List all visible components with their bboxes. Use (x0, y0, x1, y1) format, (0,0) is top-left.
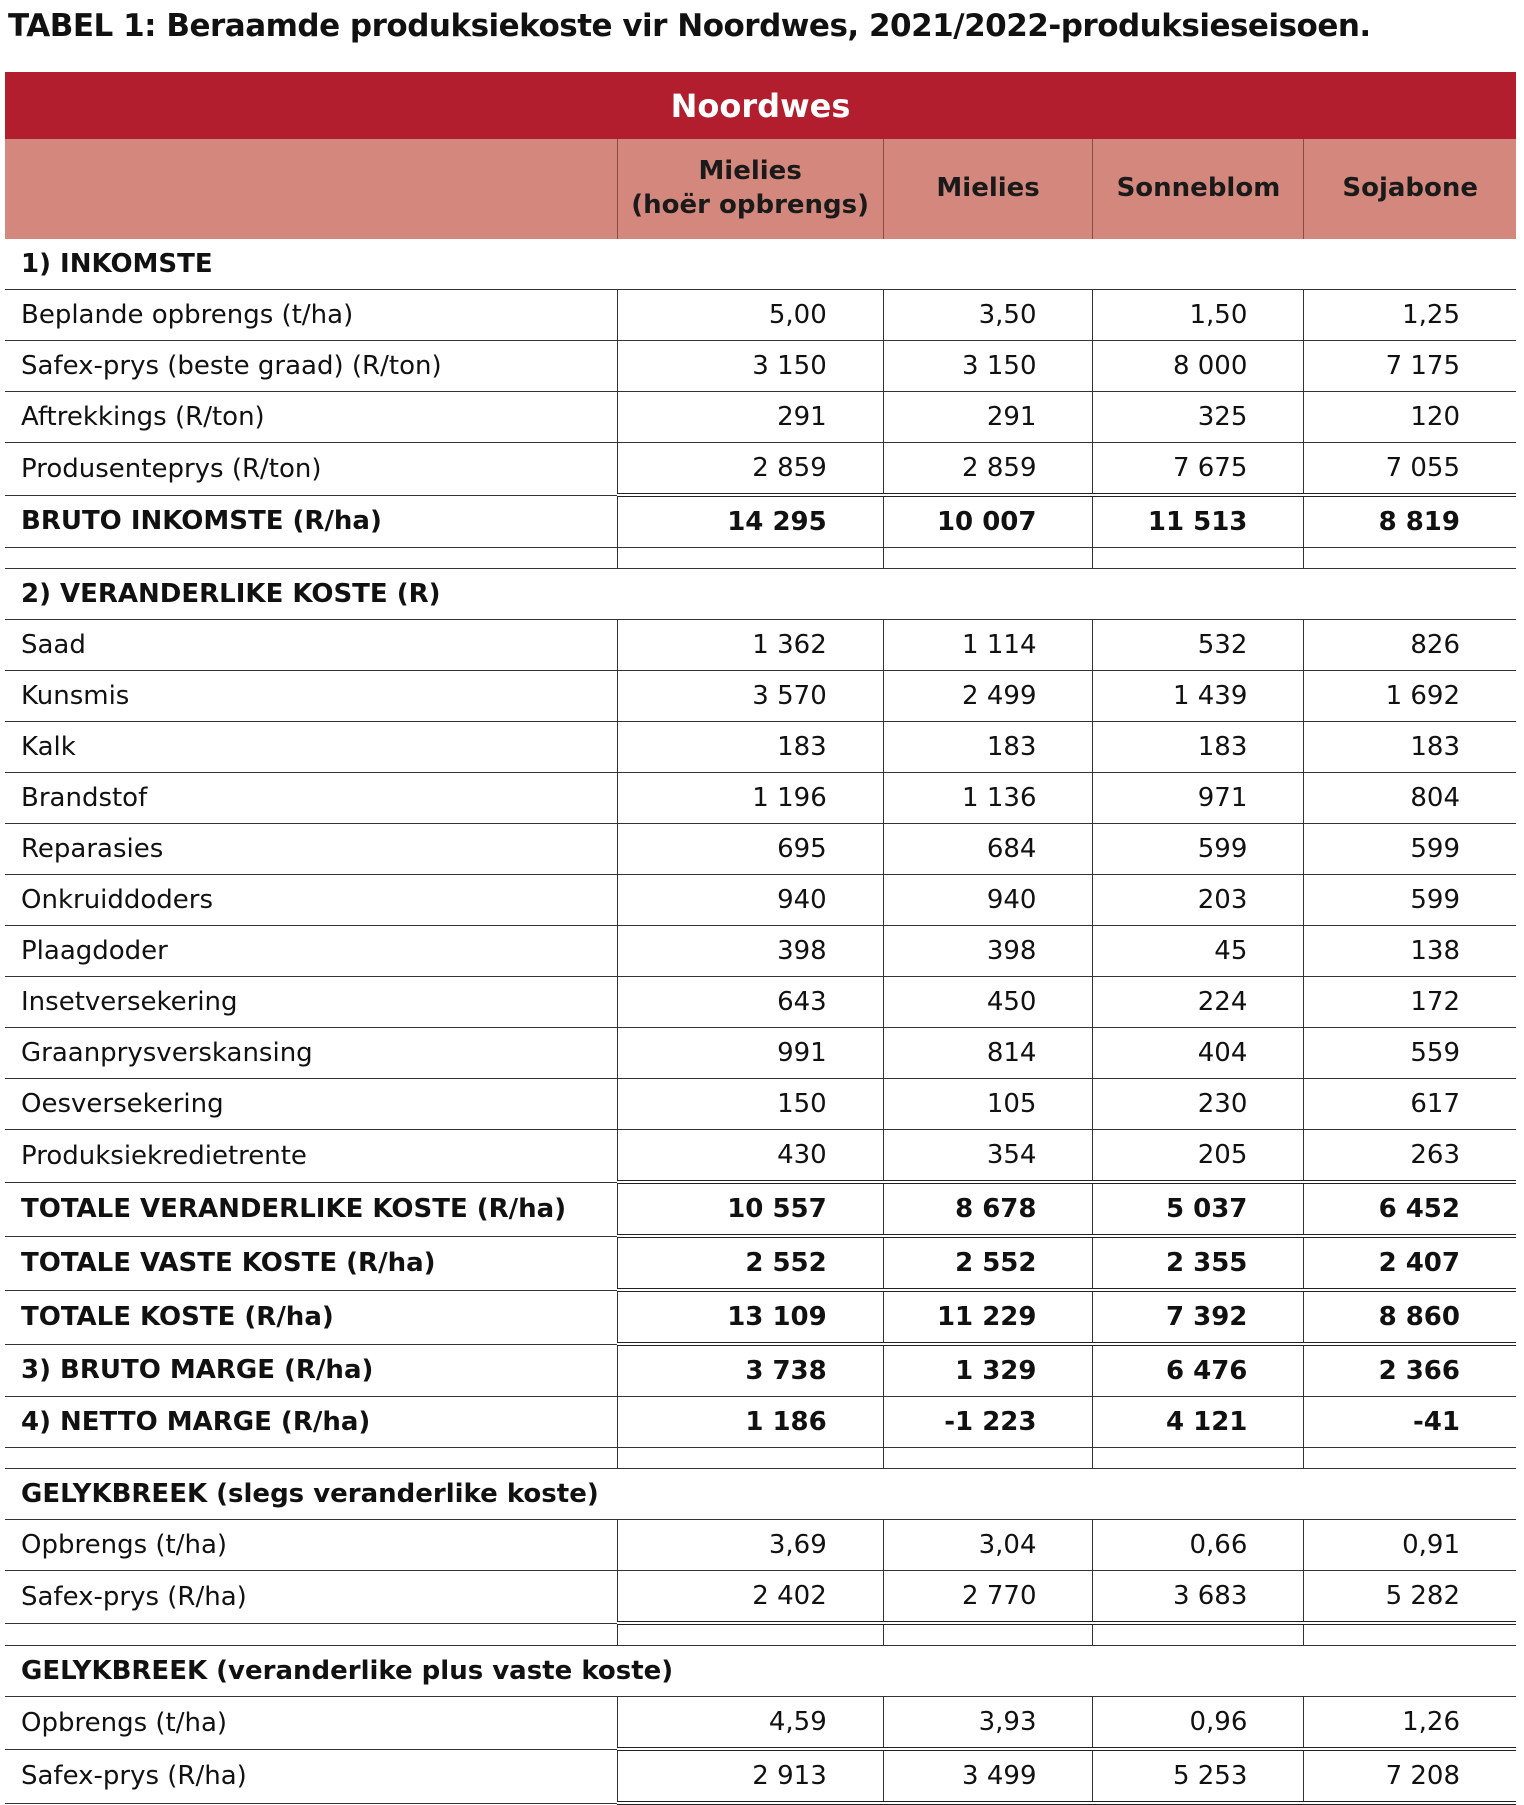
cell-value: 450 (883, 977, 1093, 1028)
cell-value: 2 402 (617, 1571, 883, 1624)
cell-value: 2 499 (883, 671, 1093, 722)
cell-value: 105 (883, 1079, 1093, 1130)
table-row (5, 824, 1516, 875)
row-label: Opbrengs (t/ha) (5, 1697, 617, 1750)
table-row (5, 926, 1516, 977)
cell-value: 11 513 (1093, 495, 1304, 548)
column-header-sojabone: Sojabone (1304, 139, 1516, 239)
cell-value: 2 552 (617, 1236, 883, 1290)
cell-value: 599 (1093, 824, 1304, 875)
total-row (5, 495, 1516, 548)
cell-value: 5,00 (617, 290, 883, 341)
cell-value: 1 329 (883, 1344, 1093, 1397)
cell-value: -1 223 (883, 1397, 1093, 1448)
cell-value: 205 (1093, 1130, 1304, 1183)
cell-value: 7 208 (1304, 1749, 1516, 1803)
cell-value: 430 (617, 1130, 883, 1183)
table-row (5, 773, 1516, 824)
cell-value: 2 355 (1093, 1236, 1304, 1290)
row-label: Produksiekredietrente (5, 1130, 617, 1183)
cell-value: 826 (1304, 620, 1516, 671)
cell-value: 3 150 (883, 341, 1093, 392)
row-label: 4) NETTO MARGE (R/ha) (5, 1397, 617, 1448)
cell-value: 1 362 (617, 620, 883, 671)
row-label: Oesversekering (5, 1079, 617, 1130)
cell-value: 291 (617, 392, 883, 443)
cell-value: 3 738 (617, 1344, 883, 1397)
cell-value: 5 282 (1304, 1571, 1516, 1624)
cell-value: 991 (617, 1028, 883, 1079)
row-label: Produsenteprys (R/ton) (5, 443, 617, 496)
table-row (5, 977, 1516, 1028)
cell-value: 224 (1093, 977, 1304, 1028)
cell-value: 404 (1093, 1028, 1304, 1079)
table-row (5, 722, 1516, 773)
cell-value: 0,96 (1093, 1697, 1304, 1750)
cell-value: 7 175 (1304, 341, 1516, 392)
table-row (5, 1571, 1516, 1624)
table-row (5, 671, 1516, 722)
cell-value: 804 (1304, 773, 1516, 824)
cell-value: 2 913 (617, 1749, 883, 1803)
cell-value: 1 692 (1304, 671, 1516, 722)
row-label: Brandstof (5, 773, 617, 824)
section-gelykbreek-vaste: GELYKBREEK (veranderlike plus vaste koste) (5, 1646, 1516, 1697)
cell-value: 354 (883, 1130, 1093, 1183)
table-row (5, 1520, 1516, 1571)
cell-value: 183 (883, 722, 1093, 773)
cell-value: 13 109 (617, 1290, 883, 1344)
cell-value: 10 007 (883, 495, 1093, 548)
cell-value: 3 150 (617, 341, 883, 392)
cell-value: 7 675 (1093, 443, 1304, 496)
cell-value: 120 (1304, 392, 1516, 443)
cell-value: 532 (1093, 620, 1304, 671)
cell-value: 940 (883, 875, 1093, 926)
production-cost-table (5, 72, 1516, 1805)
empty-header-cell (5, 139, 617, 239)
cell-value: 0,91 (1304, 1520, 1516, 1571)
row-label: BRUTO INKOMSTE (R/ha) (5, 495, 617, 548)
cell-value: 0,66 (1093, 1520, 1304, 1571)
cell-value: 11 229 (883, 1290, 1093, 1344)
table-row (5, 341, 1516, 392)
row-label: Graanprysverskansing (5, 1028, 617, 1079)
row-label: Insetversekering (5, 977, 617, 1028)
column-header-sonneblom: Sonneblom (1093, 139, 1304, 239)
row-label: Onkruiddoders (5, 875, 617, 926)
cell-value: 1 186 (617, 1397, 883, 1448)
cell-value: 150 (617, 1079, 883, 1130)
cell-value: 599 (1304, 875, 1516, 926)
cell-value: 643 (617, 977, 883, 1028)
cell-value: 183 (617, 722, 883, 773)
cell-value: 3,69 (617, 1520, 883, 1571)
table-row (5, 443, 1516, 496)
cell-value: 3,04 (883, 1520, 1093, 1571)
cell-value: 2 859 (883, 443, 1093, 496)
cell-value: 3,50 (883, 290, 1093, 341)
cell-value: 4,59 (617, 1697, 883, 1750)
cell-value: 1 196 (617, 773, 883, 824)
cell-value: 695 (617, 824, 883, 875)
cell-value: 8 819 (1304, 495, 1516, 548)
cell-value: 3,93 (883, 1697, 1093, 1750)
cell-value: 2 407 (1304, 1236, 1516, 1290)
cell-value: 2 552 (883, 1236, 1093, 1290)
row-label: Opbrengs (t/ha) (5, 1520, 617, 1571)
table-row (5, 1697, 1516, 1750)
cell-value: 940 (617, 875, 883, 926)
total-row (5, 1182, 1516, 1236)
cell-value: 5 037 (1093, 1182, 1304, 1236)
cell-value: 2 859 (617, 443, 883, 496)
row-label: Safex-prys (R/ha) (5, 1749, 617, 1803)
total-row (5, 1290, 1516, 1344)
column-header-mielies-hoer: Mielies (hoër opbrengs) (617, 139, 883, 239)
section-veranderlike-koste: 2) VERANDERLIKE KOSTE (R) (5, 569, 1516, 620)
row-label: 3) BRUTO MARGE (R/ha) (5, 1344, 617, 1397)
row-label: Reparasies (5, 824, 617, 875)
cell-value: 559 (1304, 1028, 1516, 1079)
table-caption: TABEL 1: Beraamde produksiekoste vir Noordwes, 2021/2022-produksieseisoen. (8, 8, 1371, 44)
cell-value: 8 000 (1093, 341, 1304, 392)
cell-value: 1,50 (1093, 290, 1304, 341)
cell-value: 8 678 (883, 1182, 1093, 1236)
section-gelykbreek-veranderlike: GELYKBREEK (slegs veranderlike koste) (5, 1469, 1516, 1520)
cell-value: 599 (1304, 824, 1516, 875)
cell-value: 1 136 (883, 773, 1093, 824)
section-inkomste: 1) INKOMSTE (5, 239, 1516, 290)
cell-value: 617 (1304, 1079, 1516, 1130)
cell-value: 2 366 (1304, 1344, 1516, 1397)
cell-value: 3 683 (1093, 1571, 1304, 1624)
cell-value: 814 (883, 1028, 1093, 1079)
table-row (5, 875, 1516, 926)
cell-value: 45 (1093, 926, 1304, 977)
table-row (5, 1079, 1516, 1130)
column-header-mielies: Mielies (883, 139, 1093, 239)
spacer-row (5, 1623, 1516, 1646)
row-label: Plaagdoder (5, 926, 617, 977)
spacer-row (5, 548, 1516, 569)
cell-value: 14 295 (617, 495, 883, 548)
total-row (5, 1397, 1516, 1448)
table-row (5, 392, 1516, 443)
cell-value: -41 (1304, 1397, 1516, 1448)
region-header: Noordwes (5, 72, 1516, 139)
cell-value: 10 557 (617, 1182, 883, 1236)
cell-value: 8 860 (1304, 1290, 1516, 1344)
cell-value: 1 439 (1093, 671, 1304, 722)
cell-value: 6 476 (1093, 1344, 1304, 1397)
cell-value: 1,25 (1304, 290, 1516, 341)
cell-value: 1,26 (1304, 1697, 1516, 1750)
row-label: Safex-prys (R/ha) (5, 1571, 617, 1624)
total-row (5, 1344, 1516, 1397)
table-row (5, 290, 1516, 341)
cell-value: 172 (1304, 977, 1516, 1028)
cell-value: 183 (1093, 722, 1304, 773)
row-label: Aftrekkings (R/ton) (5, 392, 617, 443)
cell-value: 1 114 (883, 620, 1093, 671)
cell-value: 6 452 (1304, 1182, 1516, 1236)
table-row (5, 1028, 1516, 1079)
cell-value: 684 (883, 824, 1093, 875)
row-label: Beplande opbrengs (t/ha) (5, 290, 617, 341)
cell-value: 3 570 (617, 671, 883, 722)
cell-value: 7 055 (1304, 443, 1516, 496)
cell-value: 138 (1304, 926, 1516, 977)
cell-value: 203 (1093, 875, 1304, 926)
cell-value: 971 (1093, 773, 1304, 824)
row-label: TOTALE VERANDERLIKE KOSTE (R/ha) (5, 1182, 617, 1236)
cell-value: 4 121 (1093, 1397, 1304, 1448)
table-row (5, 1130, 1516, 1183)
row-label: Kunsmis (5, 671, 617, 722)
cell-value: 3 499 (883, 1749, 1093, 1803)
row-label: TOTALE KOSTE (R/ha) (5, 1290, 617, 1344)
cell-value: 398 (617, 926, 883, 977)
spacer-row (5, 1448, 1516, 1469)
cell-value: 7 392 (1093, 1290, 1304, 1344)
row-label: Kalk (5, 722, 617, 773)
cell-value: 325 (1093, 392, 1304, 443)
cell-value: 263 (1304, 1130, 1516, 1183)
row-label: Safex-prys (beste graad) (R/ton) (5, 341, 617, 392)
total-row (5, 1236, 1516, 1290)
cell-value: 398 (883, 926, 1093, 977)
cell-value: 230 (1093, 1079, 1304, 1130)
cell-value: 2 770 (883, 1571, 1093, 1624)
table-row (5, 620, 1516, 671)
table-row (5, 1749, 1516, 1803)
row-label: Saad (5, 620, 617, 671)
cell-value: 291 (883, 392, 1093, 443)
row-label: TOTALE VASTE KOSTE (R/ha) (5, 1236, 617, 1290)
cell-value: 183 (1304, 722, 1516, 773)
cell-value: 5 253 (1093, 1749, 1304, 1803)
